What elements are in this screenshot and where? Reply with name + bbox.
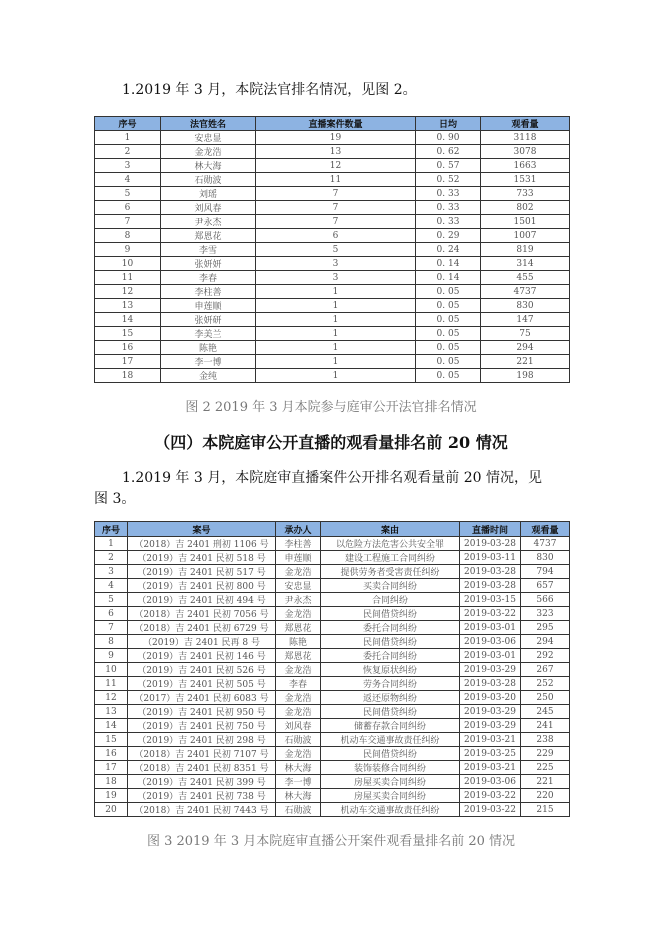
table-cell: 3 — [95, 565, 128, 579]
table-cell: 1 — [256, 355, 416, 369]
table-cell: （2019）吉 2401 民初 298 号 — [128, 733, 276, 747]
table-row — [95, 719, 570, 733]
table-cell: 455 — [481, 271, 570, 285]
column-header: 观看量 — [481, 117, 570, 131]
table-cell: 3118 — [481, 131, 570, 145]
table-cell: 19 — [256, 131, 416, 145]
table-cell: 147 — [481, 313, 570, 327]
column-header: 法官姓名 — [161, 117, 256, 131]
table-cell: 830 — [521, 551, 570, 565]
table-cell: 2019-03-28 — [460, 677, 521, 691]
table-cell: 802 — [481, 201, 570, 215]
table-cell: 2019-03-28 — [460, 537, 521, 551]
table-cell: 刘瑶 — [161, 187, 256, 201]
table-cell: 215 — [521, 803, 570, 817]
table-cell: 安忠显 — [276, 579, 321, 593]
table-cell: 1 — [256, 299, 416, 313]
table-cell: 2019-03-15 — [460, 593, 521, 607]
paragraph-top20-cont: 图 3。 — [94, 491, 136, 507]
table-cell: 11 — [95, 271, 161, 285]
table-row — [95, 285, 570, 299]
table-cell: 建设工程施工合同纠纷 — [321, 551, 460, 565]
table-cell: 292 — [521, 649, 570, 663]
table-cell: 陈艳 — [276, 635, 321, 649]
table-cell: 7 — [95, 215, 161, 229]
table-cell: 4 — [95, 173, 161, 187]
table-cell: 252 — [521, 677, 570, 691]
table-cell: 6 — [95, 201, 161, 215]
table-cell: 李春 — [276, 677, 321, 691]
table-cell: （2019）吉 2401 民初 494 号 — [128, 593, 276, 607]
table-row — [95, 677, 570, 691]
table-cell: 1501 — [481, 215, 570, 229]
column-header: 序号 — [95, 522, 128, 537]
table-cell: 张妍研 — [161, 313, 256, 327]
table-cell: 733 — [481, 187, 570, 201]
table-cell: 金龙浩 — [276, 747, 321, 761]
table-row — [95, 593, 570, 607]
table-row — [95, 299, 570, 313]
table-row — [95, 327, 570, 341]
column-header: 案号 — [128, 522, 276, 537]
table-cell: 陈艳 — [161, 341, 256, 355]
table-cell: 0. 57 — [416, 159, 481, 173]
table-cell: 0. 33 — [416, 187, 481, 201]
table-cell: 买卖合同纠纷 — [321, 579, 460, 593]
table-cell: （2019）吉 2401 民初 738 号 — [128, 789, 276, 803]
table-cell: 李一博 — [161, 355, 256, 369]
table-cell: 机动车交通事故责任纠纷 — [321, 803, 460, 817]
table-cell: 13 — [95, 705, 128, 719]
table-row — [95, 691, 570, 705]
figure-caption-3: 图 3 2019 年 3 月本院庭审直播公开案件观看量排名前 20 情况 — [146, 834, 516, 849]
table-cell: 金纯 — [161, 369, 256, 383]
table-cell: 12 — [256, 159, 416, 173]
table-row — [95, 621, 570, 635]
table-cell: 17 — [95, 761, 128, 775]
table-cell: 民间借贷纠纷 — [321, 635, 460, 649]
table-row — [95, 705, 570, 719]
table-cell: 恢复原状纠纷 — [321, 663, 460, 677]
table-cell: 7 — [256, 201, 416, 215]
table-cell: 10 — [95, 663, 128, 677]
table-cell: 提供劳务者受害责任纠纷 — [321, 565, 460, 579]
table-cell: 15 — [95, 327, 161, 341]
table-row — [95, 173, 570, 187]
table-cell: 1663 — [481, 159, 570, 173]
paragraph-top20: 1.2019 年 3 月，本院庭审直播案件公开排名观看量前 20 情况，见 — [122, 470, 542, 486]
column-header: 序号 — [95, 117, 161, 131]
table-cell: （2019）吉 2401 民初 750 号 — [128, 719, 276, 733]
table-cell: （2018）吉 2401 民初 6729 号 — [128, 621, 276, 635]
table-cell: 241 — [521, 719, 570, 733]
table-row — [95, 215, 570, 229]
table-cell: （2019）吉 2401 民初 526 号 — [128, 663, 276, 677]
table-row — [95, 663, 570, 677]
table-cell: 2019-03-29 — [460, 663, 521, 677]
table-cell: 3 — [256, 271, 416, 285]
table-cell: 2019-03-28 — [460, 579, 521, 593]
table-cell: 金龙浩 — [161, 145, 256, 159]
table-row — [95, 243, 570, 257]
table-row — [95, 733, 570, 747]
table-cell: （2019）吉 2401 民再 8 号 — [128, 635, 276, 649]
table-cell: 2019-03-11 — [460, 551, 521, 565]
table-cell: 0. 90 — [416, 131, 481, 145]
table-cell: 金龙浩 — [276, 565, 321, 579]
table-cell: 林大海 — [276, 761, 321, 775]
table-cell: 221 — [481, 355, 570, 369]
table-cell: 830 — [481, 299, 570, 313]
table-cell: 794 — [521, 565, 570, 579]
table-cell: 0. 24 — [416, 243, 481, 257]
table-cell: 2 — [95, 145, 161, 159]
table-row — [95, 579, 570, 593]
table-cell: 金龙浩 — [276, 663, 321, 677]
table-cell: 2019-03-20 — [460, 691, 521, 705]
table-cell: 1531 — [481, 173, 570, 187]
table-cell: 石勋波 — [161, 173, 256, 187]
table-cell: （2018）吉 2401 民初 8351 号 — [128, 761, 276, 775]
table-cell: 合同纠纷 — [321, 593, 460, 607]
table-cell: 4737 — [521, 537, 570, 551]
table-cell: 4737 — [481, 285, 570, 299]
table-cell: 2019-03-06 — [460, 635, 521, 649]
table-cell: 刘风春 — [276, 719, 321, 733]
table-cell: （2019）吉 2401 民初 146 号 — [128, 649, 276, 663]
table-cell: 250 — [521, 691, 570, 705]
table-cell: 9 — [95, 243, 161, 257]
table-row — [95, 537, 570, 551]
table-cell: 房屋买卖合同纠纷 — [321, 775, 460, 789]
table-cell: 李柱善 — [161, 285, 256, 299]
table-cell: 郑恩花 — [161, 229, 256, 243]
paragraph-judge-ranking: 1.2019 年 3 月，本院法官排名情况，见图 2。 — [122, 82, 417, 98]
table-cell: 0. 33 — [416, 201, 481, 215]
table-cell: 0. 05 — [416, 313, 481, 327]
table-row — [95, 201, 570, 215]
table-cell: 8 — [95, 229, 161, 243]
table-cell: 6 — [95, 607, 128, 621]
table-cell: 以危险方法危害公共安全罪 — [321, 537, 460, 551]
table-cell: 7 — [95, 621, 128, 635]
table-cell: 尹永杰 — [276, 593, 321, 607]
table-row — [95, 355, 570, 369]
table-cell: 返还原物纠纷 — [321, 691, 460, 705]
table-cell: 委托合同纠纷 — [321, 649, 460, 663]
table-row — [95, 789, 570, 803]
table-cell: 6 — [256, 229, 416, 243]
table-cell: 郑恩花 — [276, 621, 321, 635]
figure-caption-2: 图 2 2019 年 3 月本院参与庭审公开法官排名情况 — [185, 400, 477, 415]
table-cell: 657 — [521, 579, 570, 593]
table-cell: 2019-03-29 — [460, 719, 521, 733]
table-row — [95, 635, 570, 649]
column-header: 日均 — [416, 117, 481, 131]
table-row — [95, 551, 570, 565]
table-cell: 75 — [481, 327, 570, 341]
table-cell: 5 — [95, 593, 128, 607]
table-row — [95, 369, 570, 383]
table-cell: 238 — [521, 733, 570, 747]
table-cell: 2019-03-01 — [460, 649, 521, 663]
table-cell: 3 — [256, 257, 416, 271]
table-cell: 金龙浩 — [276, 691, 321, 705]
table-row — [95, 257, 570, 271]
table-cell: 1 — [256, 369, 416, 383]
table-row — [95, 565, 570, 579]
column-header: 承办人 — [276, 522, 321, 537]
table-cell: 2019-03-22 — [460, 607, 521, 621]
table-cell: 1 — [95, 131, 161, 145]
table-row — [95, 607, 570, 621]
table-cell: 0. 14 — [416, 271, 481, 285]
table-cell: 15 — [95, 733, 128, 747]
column-header: 观看量 — [521, 522, 570, 537]
column-header: 案由 — [321, 522, 460, 537]
table-cell: （2017）吉 2401 民初 6083 号 — [128, 691, 276, 705]
table-cell: 294 — [521, 635, 570, 649]
table-cell: 金龙浩 — [276, 705, 321, 719]
table-cell: （2019）吉 2401 民初 800 号 — [128, 579, 276, 593]
table-cell: 1 — [256, 341, 416, 355]
table-cell: 民间借贷纠纷 — [321, 705, 460, 719]
table-cell: 245 — [521, 705, 570, 719]
table-cell: 3078 — [481, 145, 570, 159]
table-row — [95, 341, 570, 355]
table-cell: （2018）吉 2401 刑初 1106 号 — [128, 537, 276, 551]
table-cell: 2 — [95, 551, 128, 565]
table-cell: 0. 05 — [416, 327, 481, 341]
table-cell: 8 — [95, 635, 128, 649]
table-cell: 郑恩花 — [276, 649, 321, 663]
table-row — [95, 131, 570, 145]
table-cell: 220 — [521, 789, 570, 803]
table-row — [95, 229, 570, 243]
table-cell: 221 — [521, 775, 570, 789]
table-cell: 819 — [481, 243, 570, 257]
table-cell: 1 — [256, 313, 416, 327]
table-cell: 安忠显 — [161, 131, 256, 145]
table-cell: 11 — [95, 677, 128, 691]
table-cell: 12 — [95, 285, 161, 299]
table-cell: 2019-03-01 — [460, 621, 521, 635]
table-cell: （2018）吉 2401 民初 7443 号 — [128, 803, 276, 817]
table-cell: 2019-03-21 — [460, 761, 521, 775]
table-cell: （2019）吉 2401 民初 399 号 — [128, 775, 276, 789]
judge-ranking-table — [94, 116, 570, 383]
table-cell: 石勋波 — [276, 733, 321, 747]
table-cell: 566 — [521, 593, 570, 607]
table-cell: （2019）吉 2401 民初 518 号 — [128, 551, 276, 565]
table-cell: 装饰装修合同纠纷 — [321, 761, 460, 775]
table-cell: 9 — [95, 649, 128, 663]
table-cell: 林大海 — [276, 789, 321, 803]
table-cell: 314 — [481, 257, 570, 271]
table-cell: 13 — [256, 145, 416, 159]
table-cell: 房屋买卖合同纠纷 — [321, 789, 460, 803]
table-cell: 委托合同纠纷 — [321, 621, 460, 635]
table-row — [95, 649, 570, 663]
table-cell: 储蓄存款合同纠纷 — [321, 719, 460, 733]
table-cell: 李美兰 — [161, 327, 256, 341]
table-cell: 18 — [95, 369, 161, 383]
table-cell: 14 — [95, 313, 161, 327]
table-cell: 1 — [95, 537, 128, 551]
table-cell: 2019-03-29 — [460, 705, 521, 719]
table-cell: （2019）吉 2401 民初 517 号 — [128, 565, 276, 579]
table-cell: 0. 62 — [416, 145, 481, 159]
top20-views-table — [94, 521, 570, 817]
table-row — [95, 761, 570, 775]
table-cell: 4 — [95, 579, 128, 593]
table-row — [95, 145, 570, 159]
table-cell: 0. 05 — [416, 341, 481, 355]
table-cell: 5 — [256, 243, 416, 257]
table-cell: 17 — [95, 355, 161, 369]
table-cell: 金龙浩 — [276, 607, 321, 621]
column-header: 直播案件数量 — [256, 117, 416, 131]
table-cell: 2019-03-22 — [460, 789, 521, 803]
table-cell: 尹永杰 — [161, 215, 256, 229]
table-cell: 267 — [521, 663, 570, 677]
table-cell: （2018）吉 2401 民初 7107 号 — [128, 747, 276, 761]
table-cell: 11 — [256, 173, 416, 187]
table-cell: 机动车交通事故责任纠纷 — [321, 733, 460, 747]
table-cell: 林大海 — [161, 159, 256, 173]
table-cell: 16 — [95, 747, 128, 761]
table-cell: 12 — [95, 691, 128, 705]
table-cell: 10 — [95, 257, 161, 271]
table-cell: 18 — [95, 775, 128, 789]
table-cell: 5 — [95, 187, 161, 201]
table-cell: 14 — [95, 719, 128, 733]
table-cell: （2019）吉 2401 民初 505 号 — [128, 677, 276, 691]
table-row — [95, 803, 570, 817]
table-cell: 劳务合同纠纷 — [321, 677, 460, 691]
table-cell: 295 — [521, 621, 570, 635]
table-cell: 刘风春 — [161, 201, 256, 215]
table-cell: 2019-03-06 — [460, 775, 521, 789]
table-cell: 0. 33 — [416, 215, 481, 229]
table-cell: 民间借贷纠纷 — [321, 747, 460, 761]
table-cell: 198 — [481, 369, 570, 383]
table-cell: 16 — [95, 341, 161, 355]
table-cell: 0. 29 — [416, 229, 481, 243]
table-cell: 申莲顺 — [276, 551, 321, 565]
table-cell: 13 — [95, 299, 161, 313]
table-cell: 1007 — [481, 229, 570, 243]
table-cell: （2018）吉 2401 民初 7056 号 — [128, 607, 276, 621]
section-heading: （四）本院庭审公开直播的观看量排名前 20 情况 — [154, 433, 508, 452]
table-cell: 229 — [521, 747, 570, 761]
table-row — [95, 271, 570, 285]
table-cell: 7 — [256, 187, 416, 201]
table-cell: 李柱善 — [276, 537, 321, 551]
table-row — [95, 159, 570, 173]
table-cell: 3 — [95, 159, 161, 173]
table-cell: 0. 52 — [416, 173, 481, 187]
table-cell: 李一博 — [276, 775, 321, 789]
table-cell: 294 — [481, 341, 570, 355]
table-row — [95, 747, 570, 761]
table-row — [95, 187, 570, 201]
table-cell: 0. 14 — [416, 257, 481, 271]
table-cell: 2019-03-25 — [460, 747, 521, 761]
table-cell: 0. 05 — [416, 369, 481, 383]
table-cell: 323 — [521, 607, 570, 621]
table-cell: 1 — [256, 285, 416, 299]
table-cell: 石勋波 — [276, 803, 321, 817]
table-cell: 0. 05 — [416, 285, 481, 299]
table-cell: 2019-03-28 — [460, 565, 521, 579]
table-cell: 7 — [256, 215, 416, 229]
table-cell: （2019）吉 2401 民初 950 号 — [128, 705, 276, 719]
table-cell: 2019-03-22 — [460, 803, 521, 817]
table-cell: 0. 05 — [416, 355, 481, 369]
table-cell: 李春 — [161, 271, 256, 285]
table-cell: 20 — [95, 803, 128, 817]
table-cell: 0. 05 — [416, 299, 481, 313]
table-row — [95, 313, 570, 327]
table-cell: 张妍妍 — [161, 257, 256, 271]
table-cell: 民间借贷纠纷 — [321, 607, 460, 621]
table-cell: 1 — [256, 327, 416, 341]
table-cell: 李雪 — [161, 243, 256, 257]
column-header: 直播时间 — [460, 522, 521, 537]
table-cell: 225 — [521, 761, 570, 775]
table-cell: 申莲顺 — [161, 299, 256, 313]
table-cell: 2019-03-21 — [460, 733, 521, 747]
table-row — [95, 775, 570, 789]
table-cell: 19 — [95, 789, 128, 803]
